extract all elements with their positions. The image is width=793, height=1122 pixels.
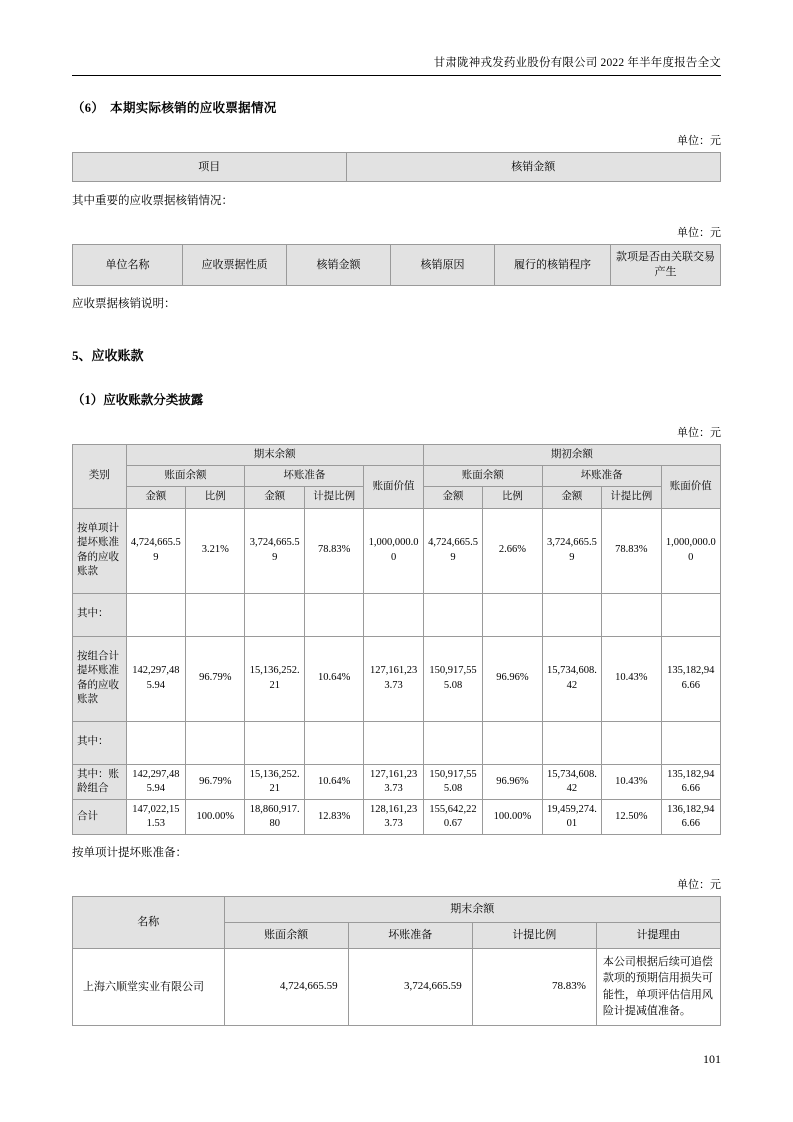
column-header-end-provision-ratio: 计提比例 [304, 487, 363, 508]
cell-end-bad-ratio: 10.64% [304, 764, 363, 799]
column-header-begin-amount: 金额 [423, 487, 482, 508]
column-header-procedure: 履行的核销程序 [494, 245, 610, 286]
column-header-note-nature: 应收票据性质 [182, 245, 286, 286]
table-header-row [73, 153, 721, 182]
cell-begin-bad: 3,724,665.59 [542, 508, 601, 593]
row-label: 其中：账龄组合 [73, 764, 127, 799]
section-5-1-heading [72, 390, 721, 408]
section-5-1-title: 应收账款分类披露 [103, 393, 204, 407]
cell-begin-ratio [483, 593, 542, 636]
column-header-writeoff-amount: 核销金额 [286, 245, 390, 286]
row-label: 其中： [73, 593, 127, 636]
cell-end-ratio: 3.21% [186, 508, 245, 593]
cell-begin-amount: 150,917,555.08 [423, 636, 482, 721]
cell-customer-name: 上海六顺堂实业有限公司 [73, 948, 225, 1025]
table-header-row [73, 245, 721, 286]
table-row [73, 636, 721, 721]
cell-begin-ratio: 96.96% [483, 764, 542, 799]
cell-end-bad [245, 721, 304, 764]
cell-end-ratio [186, 721, 245, 764]
writeoff-note-2: 应收票据核销说明： [72, 298, 176, 310]
cell-begin-value [661, 721, 720, 764]
cell-begin-ratio: 2.66% [483, 508, 542, 593]
cell-end-bad [245, 593, 304, 636]
column-header-end-book-balance: 账面余额 [126, 466, 245, 487]
table-row [73, 721, 721, 764]
cell-reason: 本公司根据后续可追偿款项的预期信用损失可能性，单项评估信用风险计提减值准备。 [596, 948, 720, 1025]
table-header-row-2 [73, 466, 721, 487]
table-header-row-1 [73, 445, 721, 466]
cell-begin-value: 1,000,000.00 [661, 508, 720, 593]
individual-provision-note: 按单项计提坏账准备： [72, 847, 187, 860]
receivables-classification-table [72, 444, 721, 835]
cell-begin-amount: 4,724,665.59 [423, 508, 482, 593]
section-5-heading: 5、应收账款 [72, 348, 144, 363]
column-header-end-book-value: 账面价值 [364, 466, 423, 508]
header-divider [72, 75, 721, 76]
column-header-reason: 计提理由 [596, 923, 720, 949]
row-label: 按单项计提坏账准备的应收账款 [73, 508, 127, 593]
cell-begin-bad-ratio: 10.43% [602, 764, 661, 799]
section-6-number: （6） [72, 101, 105, 115]
cell-end-bad: 15,136,252.21 [245, 764, 304, 799]
cell-end-amount: 147,022,151.53 [126, 799, 185, 834]
cell-bad-debt: 3,724,665.59 [348, 948, 472, 1025]
unit-label-4: 单位：元 [677, 879, 721, 892]
cell-end-ratio [186, 593, 245, 636]
cell-end-value [364, 593, 423, 636]
cell-begin-bad: 15,734,608.42 [542, 636, 601, 721]
column-header-item: 项目 [73, 153, 347, 182]
cell-begin-ratio: 96.96% [483, 636, 542, 721]
row-label: 合计 [73, 799, 127, 834]
cell-begin-value: 136,182,946.66 [661, 799, 720, 834]
cell-begin-amount [423, 593, 482, 636]
column-header-begin-balance: 期初余额 [423, 445, 720, 466]
running-header: 甘肃陇神戎发药业股份有限公司 2022 年半年度报告全文 [433, 57, 721, 69]
cell-end-amount: 142,297,485.94 [126, 764, 185, 799]
cell-end-bad: 15,136,252.21 [245, 636, 304, 721]
row-label: 其中： [73, 721, 127, 764]
cell-end-bad: 3,724,665.59 [245, 508, 304, 593]
cell-end-value: 127,161,233.73 [364, 636, 423, 721]
table-row [73, 593, 721, 636]
column-header-end-bad-amount: 金额 [245, 487, 304, 508]
cell-begin-bad [542, 593, 601, 636]
cell-end-bad-ratio: 78.83% [304, 508, 363, 593]
column-header-begin-ratio: 比例 [483, 487, 542, 508]
cell-end-ratio: 100.00% [186, 799, 245, 834]
table-row-total [73, 799, 721, 834]
cell-book-balance: 4,724,665.59 [224, 948, 348, 1025]
column-header-begin-bad-amount: 金额 [542, 487, 601, 508]
unit-label-3: 单位：元 [677, 427, 721, 439]
cell-end-bad-ratio: 10.64% [304, 636, 363, 721]
cell-end-value: 1,000,000.00 [364, 508, 423, 593]
cell-end-value: 128,161,233.73 [364, 799, 423, 834]
writeoff-summary-table [72, 152, 721, 182]
cell-begin-amount: 150,917,555.08 [423, 764, 482, 799]
column-header-provision-ratio: 计提比例 [472, 923, 596, 949]
column-header-end-amount: 金额 [126, 487, 185, 508]
table-header-row-1 [73, 897, 721, 923]
cell-end-bad-ratio [304, 721, 363, 764]
cell-end-amount: 4,724,665.59 [126, 508, 185, 593]
cell-begin-value: 135,182,946.66 [661, 636, 720, 721]
table-row [73, 948, 721, 1025]
column-header-begin-bad-debt: 坏账准备 [542, 466, 661, 487]
column-header-begin-provision-ratio: 计提比例 [602, 487, 661, 508]
cell-begin-bad-ratio: 78.83% [602, 508, 661, 593]
individual-provision-table [72, 896, 721, 1026]
column-header-end-bad-debt: 坏账准备 [245, 466, 364, 487]
cell-begin-ratio: 100.00% [483, 799, 542, 834]
section-6-title: 本期实际核销的应收票据情况 [110, 101, 277, 115]
cell-end-bad-ratio: 12.83% [304, 799, 363, 834]
cell-end-bad: 18,860,917.80 [245, 799, 304, 834]
table-row [73, 764, 721, 799]
column-header-begin-book-balance: 账面余额 [423, 466, 542, 487]
unit-label-1: 单位：元 [677, 135, 721, 147]
cell-begin-bad-ratio [602, 593, 661, 636]
column-header-end-balance: 期末余额 [126, 445, 423, 466]
column-header-amount: 核销金额 [346, 153, 720, 182]
column-header-end-balance: 期末余额 [224, 897, 720, 923]
column-header-bad-debt: 坏账准备 [348, 923, 472, 949]
cell-end-ratio: 96.79% [186, 636, 245, 721]
column-header-unit-name: 单位名称 [73, 245, 183, 286]
unit-label-2: 单位：元 [677, 227, 721, 239]
column-header-begin-book-value: 账面价值 [661, 466, 720, 508]
cell-provision-ratio: 78.83% [472, 948, 596, 1025]
cell-end-amount [126, 721, 185, 764]
cell-begin-ratio [483, 721, 542, 764]
page-number: 101 [703, 1052, 721, 1066]
section-5-1-number: （1） [72, 393, 104, 407]
cell-begin-bad: 15,734,608.42 [542, 764, 601, 799]
row-label: 按组合计提坏账准备的应收账款 [73, 636, 127, 721]
cell-begin-bad [542, 721, 601, 764]
cell-begin-bad-ratio [602, 721, 661, 764]
cell-begin-value: 135,182,946.66 [661, 764, 720, 799]
cell-end-value: 127,161,233.73 [364, 764, 423, 799]
cell-end-amount: 142,297,485.94 [126, 636, 185, 721]
cell-begin-amount [423, 721, 482, 764]
column-header-writeoff-reason: 核销原因 [390, 245, 494, 286]
cell-begin-value [661, 593, 720, 636]
column-header-name: 名称 [73, 897, 225, 949]
column-header-end-ratio: 比例 [186, 487, 245, 508]
cell-end-bad-ratio [304, 593, 363, 636]
column-header-related-party: 款项是否由关联交易产生 [610, 245, 720, 286]
writeoff-note-1: 其中重要的应收票据核销情况： [72, 195, 233, 207]
cell-end-amount [126, 593, 185, 636]
table-row [73, 508, 721, 593]
column-header-category: 类别 [73, 445, 127, 509]
cell-begin-bad-ratio: 12.50% [602, 799, 661, 834]
cell-end-ratio: 96.79% [186, 764, 245, 799]
cell-begin-bad: 19,459,274.01 [542, 799, 601, 834]
column-header-book-balance: 账面余额 [224, 923, 348, 949]
cell-begin-amount: 155,642,220.67 [423, 799, 482, 834]
cell-end-value [364, 721, 423, 764]
cell-begin-bad-ratio: 10.43% [602, 636, 661, 721]
important-writeoff-table [72, 244, 721, 286]
section-6-heading [72, 98, 721, 116]
